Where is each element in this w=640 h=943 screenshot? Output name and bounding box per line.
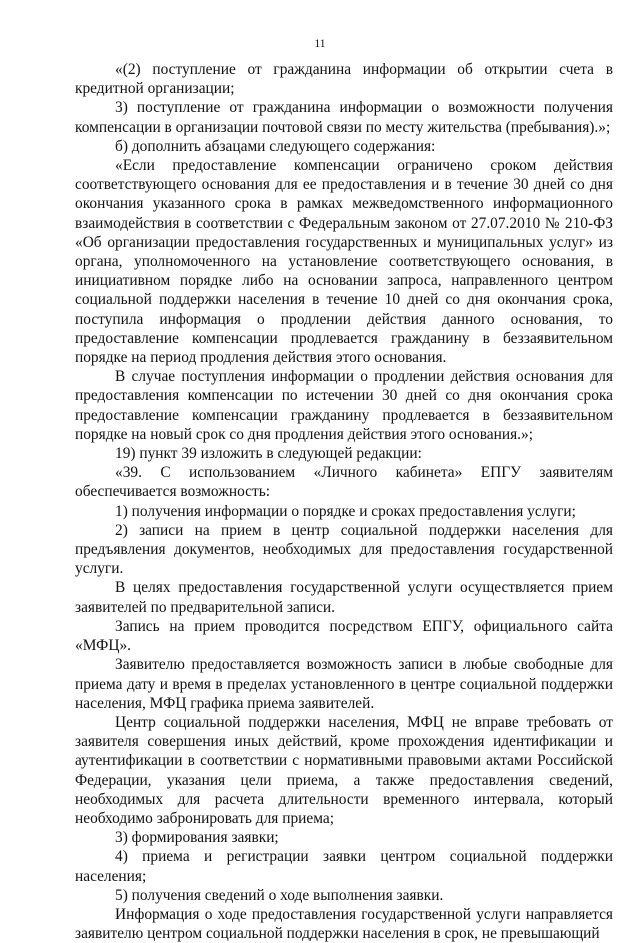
- paragraph-item-39-intro: «39. С использованием «Личного кабинета» ЕПГУ заявителям обеспечивается возможность:: [75, 464, 613, 501]
- paragraph-amendment-b: б) дополнить абзацами следующего содержания:: [115, 137, 436, 155]
- paragraph-item-3-postal-office: 3) поступление от гражданина информации о возможности получения компенсации в организации почтовой связи по месту жительства (пребывания).»;: [75, 99, 613, 136]
- page-number: 11: [314, 38, 326, 50]
- paragraph-item-39-1: 1) получения информации о порядке и сроках предоставления услуги;: [115, 502, 576, 520]
- paragraph-item-19: 19) пункт 39 изложить в следующей редакции:: [115, 445, 422, 463]
- paragraph-free-slots: Заявителю предоставляется возможность записи в любые свободные для приема дату и время в пределах установленного в центре социальной поддержки населения, МФЦ графика приема заявителей.: [75, 656, 613, 712]
- paragraph-item-39-3: 3) формирования заявки;: [115, 829, 279, 847]
- paragraph-item-39-2: 2) записи на прием в центр социальной поддержки населения для предъявления документов, необходимых для предоставления государственной услуги.: [75, 521, 613, 578]
- paragraph-no-extra-actions: Центр социальной поддержки населения, МФЦ не вправе требовать от заявителя совершения иных действий, кроме прохождения идентификации и аутентификации в соответствии с нормативными правовыми актами Российской Федерации, указания цели приема, а также предоставления сведений, необходимых для расчета длительности временного интервала, который необходимо забронировать для приема;: [75, 713, 613, 827]
- paragraph-progress-info: Информация о ходе предоставления государственной услуги направляется заявителю центром социальной поддержки населения в срок, не превышающий: [75, 905, 613, 943]
- paragraph-appointment-channels: Запись на прием проводится посредством ЕПГУ, официального сайта «МФЦ».: [75, 617, 613, 655]
- paragraph-item-2-bank-account: «(2) поступление от гражданина информации об открытии счета в кредитной организации;: [75, 61, 613, 98]
- paragraph-compensation-extension: В случае поступления информации о продлении действия основания для предоставления компенсации по истечении 30 дней со дня окончания срока предоставление компенсации гражданину продлевается в беззаявительном порядке на новый срок со дня продления действия этого основания.»;: [75, 368, 613, 443]
- paragraph-item-39-4: 4) приема и регистрации заявки центром социальной поддержки населения;: [75, 848, 613, 885]
- document-body: [75, 60, 613, 943]
- paragraph-compensation-term: «Если предоставление компенсации ограничено сроком действия соответствующего основания для ее предоставления и в течение 30 дней со дня окончания указанного срока в рамках межведомственного информационного взаимодействия в соответствии с Федеральным законом от 27.07.2010 № 210-ФЗ «Об организации предоставления государственных и муниципальных услуг» из органа, уполномоченного на установление соответствующего основания, в инициативном порядке либо на основании запроса, направленного центром социальной поддержки населения в течение 10 дней со дня окончания срока, поступила информация о продлении действия данного основания, то предоставление компенсации продлевается гражданину в беззаявительном порядке на период продления действия этого основания.: [75, 157, 613, 367]
- paragraph-preliminary-appointment: В целях предоставления государственной услуги осуществляется прием заявителей по предварительной записи.: [75, 579, 613, 616]
- paragraph-item-39-5: 5) получения сведений о ходе выполнения заявки.: [115, 886, 444, 904]
